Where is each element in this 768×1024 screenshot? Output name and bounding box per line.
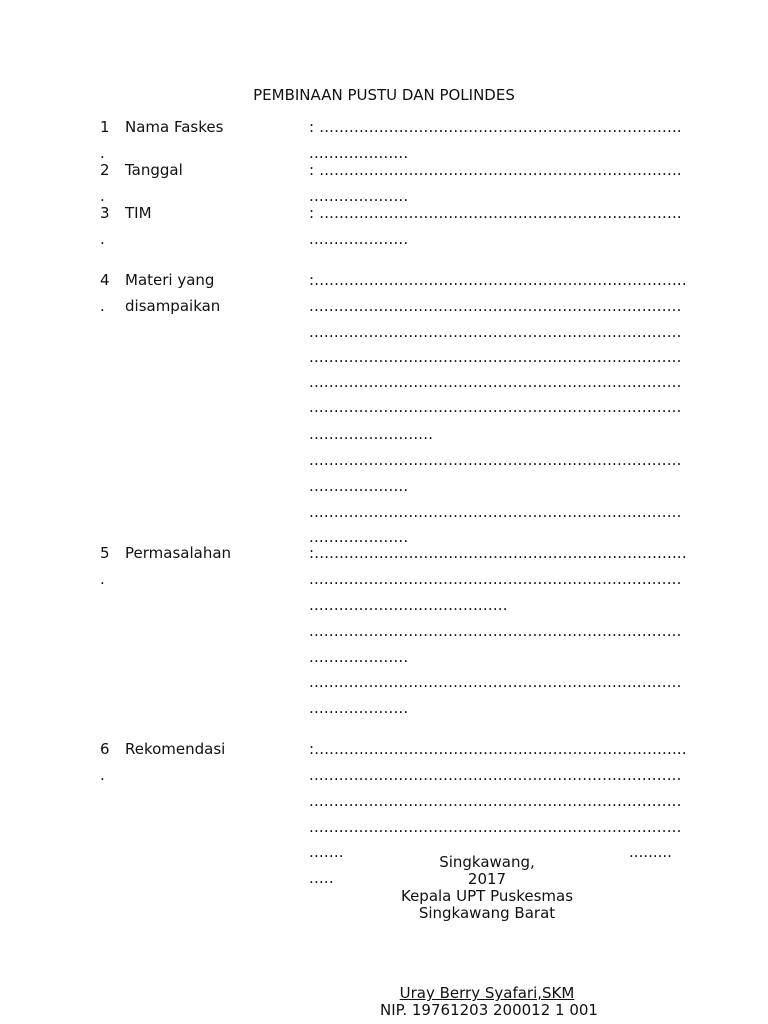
section-label: Materi yang <box>125 271 215 289</box>
fill-line: .................... <box>309 699 409 717</box>
signature-position: Kepala UPT Puskesmas <box>400 887 574 905</box>
fill-line: ........................................................................... <box>309 622 682 640</box>
section-label-continued: disampaikan <box>125 297 221 315</box>
fill-line: .................... <box>309 648 409 666</box>
section-number-dot: . <box>100 230 105 248</box>
fill-line-trailing: ......... <box>629 843 672 861</box>
fill-line: .................... <box>309 187 409 205</box>
fill-line: ......................... <box>309 425 434 443</box>
fill-line: ..... <box>309 869 334 887</box>
fill-line: .................... <box>309 230 409 248</box>
fill-line: ........................................................................... <box>309 451 682 469</box>
fill-line: ........................................................................... <box>309 348 682 366</box>
fill-line: ........................................................................... <box>309 503 682 521</box>
section-number: 1 <box>100 118 110 136</box>
section-number: 2 <box>100 161 110 179</box>
signatory-nip: NIP. 19761203 200012 1 001 <box>380 1001 598 1019</box>
fill-line: :........................................................................... <box>309 740 687 758</box>
signatory-name: Uray Berry Syafari,SKM <box>399 984 575 1002</box>
fill-line: ........................................................................... <box>309 398 682 416</box>
fill-line: ........................................................................... <box>309 373 682 391</box>
section-label: Rekomendasi <box>125 740 226 758</box>
fill-line: :........................................................................... <box>309 544 687 562</box>
fill-line: ........................................................................... <box>309 323 682 341</box>
fill-line: ........................................................................... <box>309 766 682 784</box>
section-number-dot: . <box>100 297 105 315</box>
fill-line: : ......................................................................... <box>309 118 682 136</box>
section-label: Nama Faskes <box>125 118 224 136</box>
fill-line: ........................................................................... <box>309 673 682 691</box>
signature-position-continued: Singkawang Barat <box>418 904 556 922</box>
fill-line: ........................................................................... <box>309 297 682 315</box>
section-label: TIM <box>125 204 152 222</box>
fill-line: :........................................................................... <box>309 271 687 289</box>
fill-line: ........................................................................... <box>309 818 682 836</box>
signature-place: Singkawang, <box>439 853 535 871</box>
section-number-dot: . <box>100 570 105 588</box>
fill-line: ........................................................................... <box>309 792 682 810</box>
section-number-dot: . <box>100 144 105 162</box>
section-number-dot: . <box>100 187 105 205</box>
section-number-dot: . <box>100 766 105 784</box>
fill-line: ........................................................................... <box>309 570 682 588</box>
fill-line: ........................................ <box>309 596 508 614</box>
fill-line: .................... <box>309 477 409 495</box>
section-number: 4 <box>100 271 110 289</box>
fill-line: : ......................................................................... <box>309 161 682 179</box>
fill-line: .................... <box>309 144 409 162</box>
section-number: 5 <box>100 544 110 562</box>
section-label: Tanggal <box>125 161 183 179</box>
document-title: PEMBINAAN PUSTU DAN POLINDES <box>253 86 515 104</box>
section-number: 6 <box>100 740 110 758</box>
fill-line: : ......................................................................... <box>309 204 682 222</box>
signature-year: 2017 <box>467 870 507 888</box>
fill-line: ....... <box>309 843 344 861</box>
fill-line: .................... <box>309 528 409 546</box>
section-number: 3 <box>100 204 110 222</box>
section-label: Permasalahan <box>125 544 232 562</box>
